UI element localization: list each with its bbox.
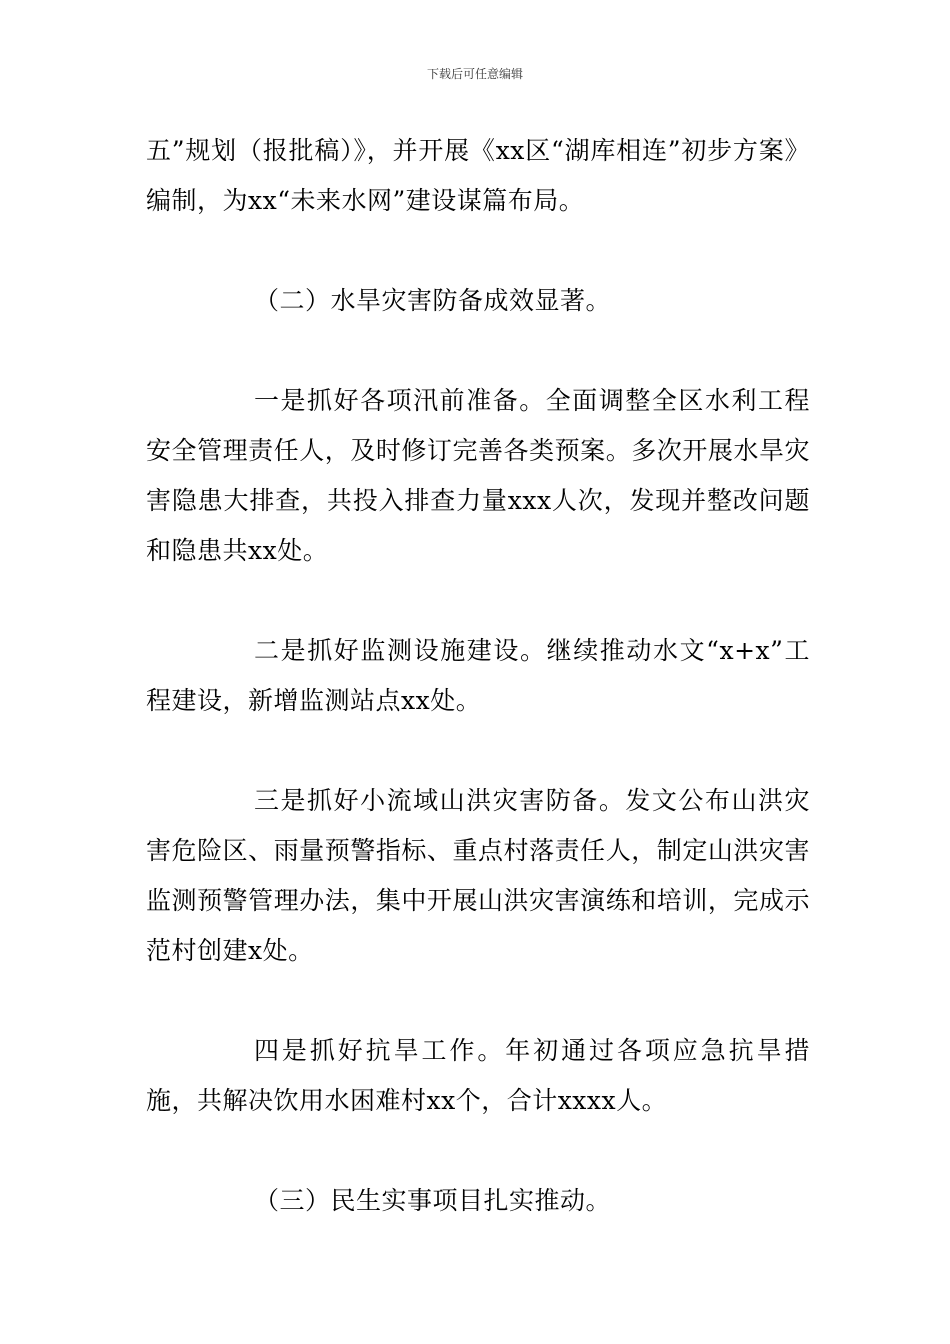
paragraph-drought-relief: 四是抓好抗旱工作。年初通过各项应急抗旱措施，共解决饮用水困难村xx个，合计xxxx人。 [146, 1036, 810, 1115]
document-body [146, 126, 810, 1226]
section-heading-flood-drought: （二）水旱灾害防备成效显著。 [254, 286, 612, 315]
page-header: 下载后可任意编辑 [426, 67, 523, 81]
paragraph-monitoring-facilities: 二是抓好监测设施建设。继续推动水文“x+x”工程建设，新增监测站点xx处。 [146, 636, 810, 715]
section-heading-livelihood-projects: （三）民生实事项目扎实推动。 [254, 1186, 612, 1215]
paragraph-mountain-flood: 三是抓好小流域山洪灾害防备。发文公布山洪灾害危险区、雨量预警指标、重点村落责任人，制定山洪灾害监测预警管理办法，集中开展山洪灾害演练和培训，完成示范村创建x处。 [146, 786, 810, 965]
paragraph-flood-preparation: 一是抓好各项汛前准备。全面调整全区水利工程安全管理责任人，及时修订完善各类预案。多次开展水旱灾害隐患大排查，共投入排查力量xxx人次，发现并整改问题和隐患共xx处。 [146, 386, 810, 565]
paragraph-planning-continuation: 五”规划（报批稿）》，并开展《xx区“湖库相连”初步方案》编制，为xx“未来水网”建设谋篇布局。 [146, 136, 810, 215]
